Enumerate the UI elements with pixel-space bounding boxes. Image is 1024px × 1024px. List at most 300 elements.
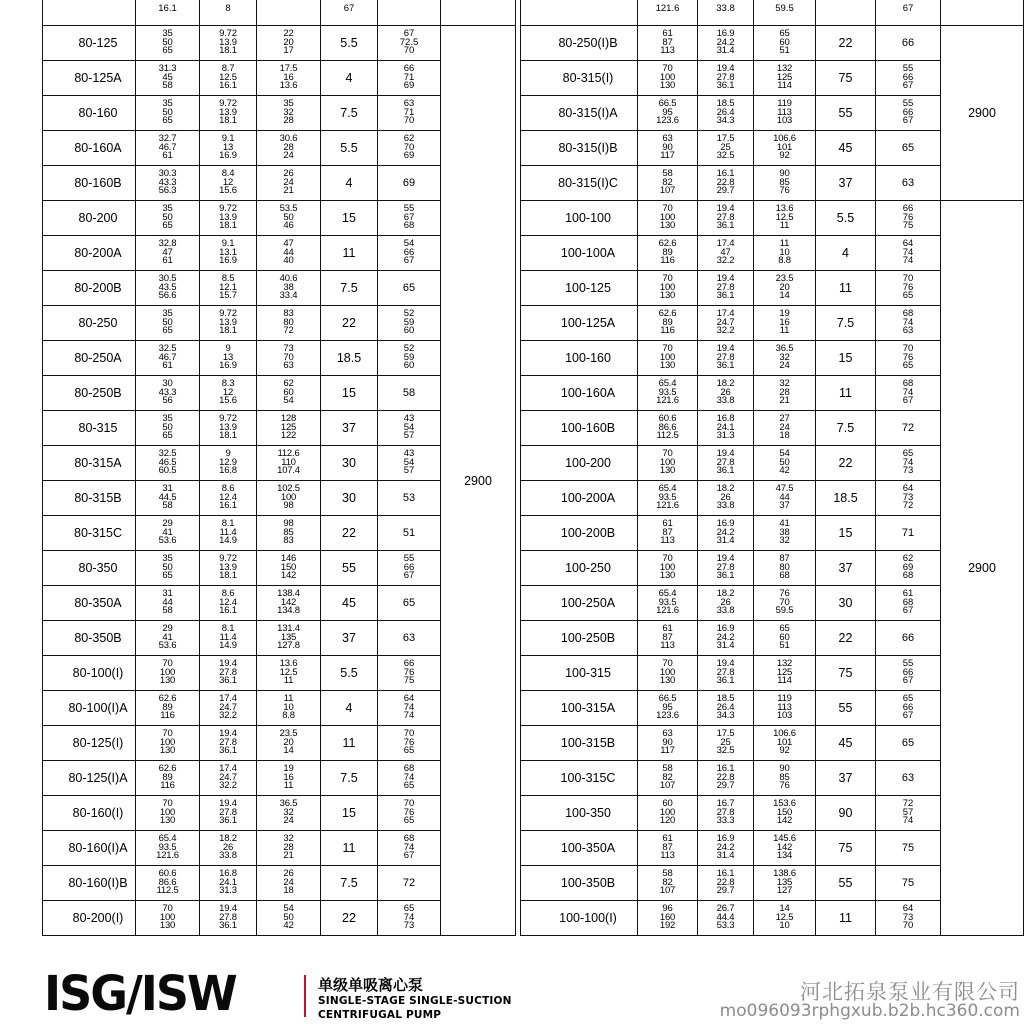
flow-ls-cell bbox=[200, 516, 257, 551]
flow-ls-cell bbox=[698, 166, 754, 201]
efficiency-cell-value: 68 bbox=[403, 833, 415, 845]
flow-ls-cell-value: 12.5 bbox=[219, 71, 237, 83]
efficiency-cell-value: 64 bbox=[902, 238, 914, 250]
head-cell-value: 103 bbox=[776, 115, 793, 127]
flow-cell bbox=[136, 61, 200, 96]
head-cell bbox=[257, 166, 321, 201]
head-cell bbox=[754, 761, 816, 796]
flow-ls-cell-value: 8.6 bbox=[221, 588, 235, 600]
power-cell: 11 bbox=[321, 726, 378, 761]
flow-cell-value: 60 bbox=[662, 798, 673, 810]
efficiency-cell bbox=[876, 726, 941, 761]
efficiency-cell-value: 73 bbox=[902, 491, 914, 503]
head-cell-value: 85 bbox=[779, 771, 790, 783]
model-cell: 80-125(I)A bbox=[43, 761, 136, 796]
flow-ls-cell bbox=[698, 306, 754, 341]
model-cell: 100-315C bbox=[521, 761, 638, 796]
flow-cell-value: 56 bbox=[162, 395, 173, 407]
efficiency-cell-value: 73 bbox=[902, 465, 914, 477]
flow-ls-cell-value: 15.6 bbox=[219, 185, 237, 197]
flow-cell-value: 123.6 bbox=[656, 710, 679, 722]
head-cell-value: 17.5 bbox=[279, 63, 298, 75]
model-cell: 80-160(I) bbox=[43, 796, 136, 831]
flow-ls-cell-value: 12 bbox=[222, 386, 234, 398]
flow-ls-cell-value: 16.9 bbox=[716, 28, 735, 40]
head-cell bbox=[754, 376, 816, 411]
flow-cell-value: 63 bbox=[662, 728, 673, 740]
flow-cell bbox=[136, 341, 200, 376]
flow-cell-value: 107 bbox=[659, 885, 676, 897]
model-cell: 80-350A bbox=[43, 586, 136, 621]
head-cell-value: 72 bbox=[283, 325, 294, 337]
model-cell: 80-160B bbox=[43, 166, 136, 201]
flow-ls-cell-value: 8.1 bbox=[221, 518, 235, 530]
flow-ls-cell-value: 26 bbox=[720, 386, 731, 398]
flow-ls-cell-value: 13.9 bbox=[219, 561, 237, 573]
head-cell-value: 38 bbox=[779, 526, 790, 538]
flow-cell bbox=[136, 376, 200, 411]
head-cell-value: 11 bbox=[283, 780, 294, 792]
flow-cell bbox=[638, 376, 698, 411]
flow-ls-cell-value: 36.1 bbox=[219, 675, 237, 687]
head-cell bbox=[257, 691, 321, 726]
flow-cell-value: 130 bbox=[659, 220, 676, 232]
flow-cell bbox=[638, 726, 698, 761]
flow-ls-cell bbox=[200, 411, 257, 446]
efficiency-cell bbox=[378, 131, 441, 166]
efficiency-cell-value: 43 bbox=[403, 413, 415, 425]
head-cell-value: 106.6 bbox=[773, 728, 796, 740]
head-cell bbox=[754, 446, 816, 481]
flow-cell-value: 53.6 bbox=[158, 535, 177, 547]
head-cell-value: 36.5 bbox=[279, 798, 298, 810]
power-cell: 4 bbox=[321, 61, 378, 96]
flow-ls-cell-value: 31.4 bbox=[716, 850, 735, 862]
flow-ls-cell-value: 36.1 bbox=[716, 675, 735, 687]
flow-cell-value: 44.5 bbox=[158, 491, 177, 503]
flow-ls-cell-value: 25 bbox=[720, 736, 731, 748]
head-cell-value: 32 bbox=[283, 833, 294, 845]
flow-cell-value: 116 bbox=[160, 780, 175, 792]
flow-ls-cell-value: 32.5 bbox=[716, 150, 735, 162]
flow-ls-cell-value: 36.1 bbox=[716, 570, 735, 582]
flow-cell-value: 61 bbox=[162, 360, 173, 372]
efficiency-cell-value: 74 bbox=[403, 841, 415, 853]
model-cell: 100-350A bbox=[521, 831, 638, 866]
head-cell-value: 10 bbox=[779, 920, 790, 932]
head-cell-value: 68 bbox=[779, 570, 790, 582]
flow-cell-value: 70 bbox=[662, 63, 673, 75]
efficiency-cell-value: 65 bbox=[901, 141, 915, 154]
flow-cell-value: 65.4 bbox=[658, 378, 677, 390]
power-cell: 7.5 bbox=[321, 271, 378, 306]
efficiency-cell bbox=[378, 306, 441, 341]
flow-cell bbox=[638, 306, 698, 341]
flow-ls-cell-value: 12.9 bbox=[219, 456, 237, 468]
head-cell-value: 11 bbox=[283, 693, 294, 705]
flow-ls-cell-value: 13.9 bbox=[219, 36, 237, 48]
head-cell-value: 62 bbox=[283, 378, 294, 390]
efficiency-cell-value: 65 bbox=[403, 780, 415, 792]
efficiency-cell bbox=[876, 656, 941, 691]
efficiency-cell-value: 67 bbox=[403, 28, 415, 40]
flow-cell-value: 35 bbox=[162, 553, 173, 565]
flow-ls-cell-value: 18.1 bbox=[219, 45, 237, 57]
flow-cell-value: 60.6 bbox=[158, 868, 177, 880]
head-cell-value: 76 bbox=[779, 185, 790, 197]
head-cell bbox=[257, 411, 321, 446]
flow-cell-value: 121.6 bbox=[656, 605, 679, 617]
power-cell: 11 bbox=[321, 831, 378, 866]
flow-cell-value: 93.5 bbox=[658, 491, 677, 503]
head-cell bbox=[257, 866, 321, 901]
flow-ls-cell-value: 8.6 bbox=[221, 483, 235, 495]
flow-ls-cell bbox=[698, 411, 754, 446]
flow-ls-cell-value: 27.8 bbox=[716, 351, 735, 363]
flow-ls-cell-value: 16.1 bbox=[716, 168, 735, 180]
head-cell-value: 119 bbox=[777, 98, 792, 110]
head-cell-value: 42 bbox=[283, 920, 294, 932]
flow-cell-value: 66.5 bbox=[658, 98, 677, 110]
efficiency-cell bbox=[378, 166, 441, 201]
model-cell: 80-315(I)A bbox=[521, 96, 638, 131]
flow-cell-value: 113 bbox=[660, 850, 675, 862]
head-cell-value: 134.8 bbox=[277, 605, 300, 617]
model-cell: 80-315B bbox=[43, 481, 136, 516]
flow-ls-cell-value: 9.72 bbox=[219, 203, 237, 215]
flow-cell-value: 90 bbox=[662, 141, 673, 153]
flow-cell-value: 30 bbox=[162, 378, 173, 390]
head-cell-value: 41 bbox=[779, 518, 790, 530]
efficiency-cell-value: 74 bbox=[902, 255, 914, 267]
flow-cell bbox=[638, 551, 698, 586]
power-cell: 18.5 bbox=[816, 481, 876, 516]
flow-cell-value: 89 bbox=[662, 246, 673, 258]
flow-ls-cell bbox=[200, 866, 257, 901]
flow-ls-cell-value: 16.1 bbox=[716, 868, 735, 880]
flow-cell-value: 43.3 bbox=[158, 176, 177, 188]
model-cell: 100-315B bbox=[521, 726, 638, 761]
model-cell: 80-200A bbox=[43, 236, 136, 271]
flow-ls-cell-value: 18.1 bbox=[219, 430, 237, 442]
efficiency-cell-value: 66 bbox=[902, 71, 914, 83]
efficiency-cell-value: 59 bbox=[403, 316, 415, 328]
model-cell: 80-315(I)B bbox=[521, 131, 638, 166]
flow-cell-value: 70 bbox=[162, 658, 173, 670]
efficiency-cell-value: 43 bbox=[403, 448, 415, 460]
head-cell bbox=[257, 271, 321, 306]
flow-ls-cell-value: 24.2 bbox=[716, 36, 735, 48]
head-cell-value: 23.5 bbox=[279, 728, 298, 740]
power-cell: 55 bbox=[321, 551, 378, 586]
efficiency-cell-value: 67 bbox=[902, 115, 914, 127]
partial-cell: 67 bbox=[876, 0, 941, 26]
head-cell-value: 70 bbox=[779, 596, 790, 608]
efficiency-cell bbox=[876, 376, 941, 411]
flow-ls-cell-value: 24.7 bbox=[219, 771, 237, 783]
flow-ls-cell-value: 26.7 bbox=[716, 903, 735, 915]
efficiency-cell-value: 54 bbox=[403, 421, 415, 433]
flow-ls-cell-value: 16.9 bbox=[219, 360, 237, 372]
flow-ls-cell-value: 36.1 bbox=[716, 80, 735, 92]
efficiency-cell-value: 63 bbox=[901, 176, 915, 189]
flow-cell-value: 31 bbox=[162, 483, 173, 495]
flow-cell-value: 87 bbox=[662, 841, 673, 853]
flow-cell-value: 130 bbox=[159, 675, 176, 687]
head-cell bbox=[754, 866, 816, 901]
flow-ls-cell bbox=[200, 726, 257, 761]
power-cell: 4 bbox=[321, 691, 378, 726]
efficiency-cell-value: 71 bbox=[403, 71, 415, 83]
flow-cell bbox=[638, 516, 698, 551]
head-cell-value: 18 bbox=[779, 430, 790, 442]
table-row bbox=[521, 26, 1024, 61]
head-cell-value: 76 bbox=[779, 588, 790, 600]
flow-cell-value: 82 bbox=[662, 876, 673, 888]
flow-ls-cell-value: 9.1 bbox=[221, 238, 235, 250]
flow-ls-cell bbox=[200, 551, 257, 586]
head-cell bbox=[257, 131, 321, 166]
head-cell-value: 92 bbox=[779, 150, 790, 162]
flow-cell bbox=[136, 271, 200, 306]
product-title-en-line2: CENTRIFUGAL PUMP bbox=[318, 1009, 442, 1021]
flow-cell-value: 31 bbox=[162, 588, 173, 600]
head-cell-value: 32 bbox=[779, 535, 790, 547]
flow-cell-value: 30.5 bbox=[158, 273, 177, 285]
head-cell-value: 38 bbox=[283, 281, 294, 293]
power-cell: 22 bbox=[321, 306, 378, 341]
head-cell-value: 138.4 bbox=[277, 588, 300, 600]
flow-cell-value: 50 bbox=[162, 106, 173, 118]
efficiency-cell-value: 76 bbox=[902, 211, 914, 223]
flow-cell bbox=[136, 551, 200, 586]
power-cell: 55 bbox=[816, 96, 876, 131]
power-cell: 37 bbox=[816, 761, 876, 796]
flow-ls-cell-value: 36.1 bbox=[219, 745, 237, 757]
flow-ls-cell-value: 12.1 bbox=[219, 281, 237, 293]
flow-cell-value: 62.6 bbox=[658, 238, 677, 250]
flow-cell-value: 107 bbox=[659, 185, 676, 197]
flow-ls-cell-value: 22.8 bbox=[716, 876, 735, 888]
efficiency-cell bbox=[876, 201, 941, 236]
flow-ls-cell-value: 13 bbox=[222, 351, 234, 363]
flow-cell-value: 46.7 bbox=[158, 141, 177, 153]
efficiency-cell-value: 62 bbox=[403, 133, 415, 145]
efficiency-cell-value: 74 bbox=[403, 701, 415, 713]
flow-cell-value: 121.6 bbox=[656, 395, 679, 407]
flow-cell-value: 41 bbox=[162, 631, 173, 643]
head-cell bbox=[257, 796, 321, 831]
flow-cell-value: 87 bbox=[662, 631, 673, 643]
efficiency-cell-value: 76 bbox=[403, 806, 415, 818]
flow-ls-cell bbox=[698, 201, 754, 236]
head-cell-value: 53.5 bbox=[279, 203, 298, 215]
flow-ls-cell-value: 24.1 bbox=[219, 876, 237, 888]
flow-ls-cell-value: 24.1 bbox=[716, 421, 735, 433]
flow-ls-cell-value: 16.1 bbox=[219, 500, 237, 512]
head-cell-value: 107.4 bbox=[277, 465, 300, 477]
flow-ls-cell-value: 36.1 bbox=[219, 815, 237, 827]
head-cell-value: 24 bbox=[283, 876, 294, 888]
efficiency-cell bbox=[378, 201, 441, 236]
head-cell bbox=[257, 761, 321, 796]
efficiency-cell-value: 63 bbox=[901, 771, 915, 784]
flow-cell-value: 100 bbox=[659, 456, 676, 468]
efficiency-cell-value: 55 bbox=[902, 63, 914, 75]
flow-ls-cell-value: 27.8 bbox=[716, 806, 735, 818]
power-cell: 11 bbox=[321, 236, 378, 271]
head-cell-value: 59.5 bbox=[775, 605, 794, 617]
speed-cell: 2900 bbox=[441, 26, 516, 936]
head-cell-value: 106.6 bbox=[773, 133, 796, 145]
flow-ls-cell bbox=[698, 376, 754, 411]
efficiency-cell-value: 60 bbox=[403, 360, 415, 372]
flow-cell bbox=[136, 96, 200, 131]
flow-ls-cell-value: 17.4 bbox=[219, 693, 237, 705]
head-cell-value: 47 bbox=[283, 238, 294, 250]
head-cell-value: 28 bbox=[283, 841, 294, 853]
efficiency-cell bbox=[876, 26, 941, 61]
flow-ls-cell-value: 9 bbox=[225, 448, 231, 460]
flow-cell bbox=[136, 516, 200, 551]
head-cell bbox=[754, 271, 816, 306]
efficiency-cell bbox=[876, 551, 941, 586]
flow-ls-cell bbox=[200, 341, 257, 376]
flow-ls-cell-value: 27.8 bbox=[716, 666, 735, 678]
efficiency-cell-value: 52 bbox=[403, 343, 415, 355]
flow-cell-value: 58 bbox=[162, 605, 173, 617]
flow-ls-cell bbox=[698, 656, 754, 691]
head-cell bbox=[257, 376, 321, 411]
efficiency-cell bbox=[876, 61, 941, 96]
flow-cell-value: 63 bbox=[662, 133, 673, 145]
flow-cell-value: 65.4 bbox=[658, 588, 677, 600]
power-cell: 90 bbox=[816, 796, 876, 831]
flow-cell-value: 58 bbox=[662, 763, 673, 775]
flow-ls-cell-value: 9.72 bbox=[219, 553, 237, 565]
flow-ls-cell-value: 8.3 bbox=[221, 378, 235, 390]
model-cell: 80-160A bbox=[43, 131, 136, 166]
head-cell-value: 44 bbox=[283, 246, 294, 258]
efficiency-cell-value: 64 bbox=[902, 483, 914, 495]
flow-ls-cell-value: 24.7 bbox=[219, 701, 237, 713]
partial-cell: 8 bbox=[200, 0, 257, 26]
flow-cell-value: 62.6 bbox=[158, 693, 177, 705]
partial-cell: 67 bbox=[321, 0, 378, 26]
flow-cell-value: 130 bbox=[159, 745, 176, 757]
efficiency-cell-value: 74 bbox=[902, 246, 914, 258]
efficiency-cell-value: 67 bbox=[902, 675, 914, 687]
power-cell: 4 bbox=[816, 236, 876, 271]
model-cell: 100-250B bbox=[521, 621, 638, 656]
flow-cell bbox=[638, 866, 698, 901]
flow-cell-value: 100 bbox=[659, 666, 676, 678]
efficiency-cell-value: 66 bbox=[403, 63, 415, 75]
flow-cell bbox=[638, 831, 698, 866]
head-cell-value: 150 bbox=[280, 561, 297, 573]
flow-ls-cell bbox=[698, 621, 754, 656]
flow-ls-cell-value: 13.9 bbox=[219, 421, 237, 433]
flow-ls-cell-value: 14.9 bbox=[219, 535, 237, 547]
head-cell-value: 14 bbox=[283, 745, 294, 757]
flow-cell-value: 82 bbox=[662, 176, 673, 188]
flow-cell-value: 30.3 bbox=[158, 168, 177, 180]
head-cell-value: 8.8 bbox=[778, 255, 791, 267]
efficiency-cell-value: 63 bbox=[902, 325, 914, 337]
head-cell-value: 47.5 bbox=[775, 483, 794, 495]
head-cell-value: 37 bbox=[779, 500, 790, 512]
flow-cell bbox=[136, 761, 200, 796]
efficiency-cell-value: 57 bbox=[403, 465, 415, 477]
flow-cell-value: 130 bbox=[659, 570, 676, 582]
head-cell-value: 8.8 bbox=[282, 710, 295, 722]
flow-ls-cell-value: 16.1 bbox=[219, 605, 237, 617]
flow-ls-cell-value: 36.1 bbox=[716, 290, 735, 302]
head-cell-value: 98 bbox=[283, 500, 294, 512]
efficiency-cell-value: 67 bbox=[403, 850, 415, 862]
power-cell: 37 bbox=[321, 411, 378, 446]
flow-cell bbox=[638, 411, 698, 446]
flow-cell bbox=[136, 446, 200, 481]
model-cell: 80-200 bbox=[43, 201, 136, 236]
efficiency-cell-value: 57 bbox=[902, 806, 914, 818]
model-cell: 80-315A bbox=[43, 446, 136, 481]
efficiency-cell-value: 74 bbox=[902, 456, 914, 468]
head-cell-value: 65 bbox=[779, 623, 790, 635]
flow-cell bbox=[638, 96, 698, 131]
efficiency-cell-value: 65 bbox=[902, 448, 914, 460]
efficiency-cell-value: 63 bbox=[403, 98, 415, 110]
flow-ls-cell-value: 27.8 bbox=[219, 806, 237, 818]
flow-ls-cell-value: 15.7 bbox=[219, 290, 237, 302]
head-cell bbox=[754, 551, 816, 586]
flow-cell-value: 61 bbox=[162, 255, 173, 267]
head-cell-value: 33.4 bbox=[279, 290, 298, 302]
flow-ls-cell-value: 32.2 bbox=[219, 780, 237, 792]
flow-ls-cell-value: 27.8 bbox=[219, 666, 237, 678]
efficiency-cell-value: 70 bbox=[403, 141, 415, 153]
flow-ls-cell-value: 32.2 bbox=[716, 255, 735, 267]
flow-cell-value: 70 bbox=[162, 798, 173, 810]
efficiency-cell-value: 73 bbox=[403, 920, 415, 932]
flow-ls-cell bbox=[200, 61, 257, 96]
efficiency-cell bbox=[876, 131, 941, 166]
power-cell: 7.5 bbox=[816, 306, 876, 341]
head-cell bbox=[754, 726, 816, 761]
head-cell bbox=[754, 201, 816, 236]
head-cell-value: 134 bbox=[776, 850, 793, 862]
flow-ls-cell-value: 11.4 bbox=[219, 526, 237, 538]
flow-cell-value: 44 bbox=[162, 596, 173, 608]
flow-cell-value: 117 bbox=[660, 745, 675, 757]
head-cell bbox=[754, 306, 816, 341]
power-cell: 7.5 bbox=[321, 761, 378, 796]
flow-ls-cell-value: 12.4 bbox=[219, 491, 237, 503]
flow-ls-cell bbox=[698, 691, 754, 726]
head-cell-value: 112.6 bbox=[277, 448, 300, 460]
flow-ls-cell-value: 13 bbox=[222, 141, 234, 153]
head-cell-value: 127 bbox=[776, 885, 793, 897]
flow-cell bbox=[136, 796, 200, 831]
flow-ls-cell-value: 13.9 bbox=[219, 316, 237, 328]
flow-cell-value: 130 bbox=[659, 360, 676, 372]
flow-ls-cell-value: 9.72 bbox=[219, 308, 237, 320]
model-cell: 100-315 bbox=[521, 656, 638, 691]
flow-cell-value: 100 bbox=[659, 281, 676, 293]
head-cell-value: 19 bbox=[283, 763, 294, 775]
flow-cell-value: 130 bbox=[159, 815, 176, 827]
efficiency-cell-value: 74 bbox=[403, 911, 415, 923]
